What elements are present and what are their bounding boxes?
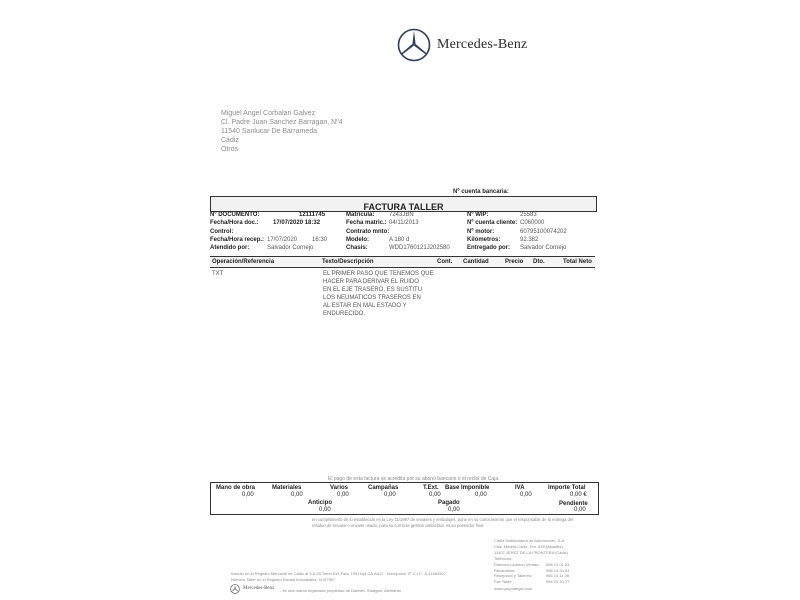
- model-label: Modelo:: [346, 237, 369, 243]
- mileage-value: 92.382: [520, 237, 539, 243]
- contact-label: Recepción y Talleres:: [494, 573, 532, 578]
- column-header: Operación/Referencia: [212, 259, 275, 265]
- legal-line: en cumplimiento de lo establecido en la Ley 11/1997 de envases y embalajes, pone en su conocimiento que el responsable de la entrega del: [312, 517, 574, 522]
- engine-number-value: 60795100074202: [520, 229, 567, 235]
- pending-value: 0,00: [574, 507, 586, 513]
- doc-number-label: Nº DOCUMENTO:: [210, 212, 260, 218]
- contact-label: Recambios:: [494, 567, 516, 573]
- addressee-line: Otros: [221, 146, 239, 153]
- total-amount-value: 0,00 €: [570, 492, 587, 498]
- registry-line: Inscrito en el Registro Mercantil de Cádiz al 3-6-93,Tomo 819,Folio 199,Hoja CA-6412 - Inscripción 1ª. C.I.F.: A-11682507.: [231, 571, 447, 576]
- delivered-by-label: Entregado por:: [467, 245, 510, 251]
- column-header: Cont.: [437, 259, 453, 265]
- description-line: EL PRIMER PASO QUE TENEMOS QUE: [323, 271, 434, 277]
- contact-label: Dirección-Admon-Ventas:: [494, 562, 540, 567]
- tax-base-value: 0,00: [475, 492, 487, 498]
- paid-value: 0,00: [448, 507, 460, 513]
- invoice-info-grid: [210, 211, 595, 253]
- doc-number-value: 12111745: [299, 212, 326, 218]
- company-info: [494, 538, 568, 562]
- doc-date-label: Fecha/Hora doc.:: [210, 220, 259, 226]
- addressee-line: 11540 Sanlucar De Barrameda: [221, 128, 317, 135]
- description-line: AL ESTAR EN MAL ESTADO Y: [323, 303, 407, 309]
- mileage-label: Kilómetros:: [467, 237, 501, 243]
- reception-time-value: 16:30: [312, 237, 328, 243]
- campaigns-label: Campañas: [368, 485, 399, 491]
- invoice-title: FACTURA TALLER: [363, 202, 444, 212]
- company-line: Cádiz Distribuidora de Automoción, S.A.: [494, 538, 566, 543]
- chassis-label: Chasis:: [346, 245, 368, 251]
- misc-label: Varios: [330, 485, 349, 491]
- description-line: HACER PARA DERIVAR EL RUIDO: [323, 279, 419, 285]
- addressee-block: [221, 109, 343, 154]
- reception-date-label: Fecha/Hora recep.:: [210, 237, 265, 243]
- doc-date-value: 17/07/2020 18:32: [273, 220, 321, 226]
- column-header: Texto/Descripción: [322, 259, 374, 265]
- column-header: Total Neto: [563, 259, 592, 265]
- description-line: ENDURECIDO.: [323, 311, 366, 317]
- footer-star-logo-icon: [230, 584, 240, 594]
- contact-value: 956 14 01 53: [546, 562, 570, 567]
- total-amount-label: Importe Total: [548, 485, 586, 491]
- wip-value: 25583: [520, 212, 537, 218]
- mercedes-star-logo-icon: [397, 28, 431, 62]
- materials-value: 0,00: [291, 492, 303, 498]
- paid-label: Pagado: [438, 500, 460, 506]
- contact-value: 956 20 33 77: [546, 578, 570, 584]
- reception-date-value: 17/07/2020: [267, 237, 298, 243]
- advance-label: Anticipo: [308, 500, 332, 506]
- advance-value: 0,00: [319, 507, 331, 513]
- addressee-line: Cl. Padre Juan Sanchez Barragan, Nº4: [221, 119, 343, 126]
- plate-label: Matrícula:: [346, 212, 375, 218]
- footer-trademark-text: - es una marca registrada propiedad de Daimler, Stuttgart, Alemania: [280, 588, 401, 593]
- website: www.grupoangel.com: [494, 586, 533, 591]
- wip-label: Nº WIP:: [467, 212, 489, 218]
- registration-date-label: Fecha matric.:: [346, 220, 387, 226]
- contact-value: 956 14 34 04: [546, 567, 570, 573]
- contact-row: [494, 578, 570, 585]
- tax-base-label: Base Imponible: [445, 485, 490, 491]
- company-line: 11407 JEREZ DE LA FRONTERA (Cádiz): [494, 550, 568, 555]
- plate-value: 7243JBN: [389, 212, 414, 218]
- contact-list: [494, 562, 570, 584]
- contact-label: Fax Taller:: [494, 578, 513, 584]
- invoice-title-bar: [210, 196, 597, 212]
- column-header: Precio: [505, 259, 524, 265]
- legal-line: residuo de envase o envase usado, para su correcta gestión ambiental, es su poseedor final: [312, 523, 484, 528]
- maintenance-contract-label: Contrato mnto:: [346, 229, 390, 235]
- delivered-by-value: Salvador Cornejo: [520, 245, 567, 251]
- labour-label: Mano de obra: [216, 485, 256, 491]
- registry-line: Número Taller en el Registro Estatal Industriales: 11/07967: [231, 577, 336, 582]
- brand-name: Mercedes-Benz: [437, 37, 528, 52]
- addressee-line: Miguel Angel Corbalan Galvez: [221, 110, 316, 117]
- company-line: Teléfonos:: [494, 556, 513, 561]
- registry-info: [231, 571, 447, 583]
- engine-number-label: Nº motor:: [467, 229, 495, 235]
- description-line: LOS NEUMATICOS TRASEROS EN: [323, 295, 421, 301]
- model-value: A 180 d: [389, 237, 410, 243]
- vat-value: 0,00: [520, 492, 532, 498]
- client-account-value: C060000: [520, 220, 545, 226]
- registration-date-value: 04/11/2013: [389, 220, 419, 226]
- contact-value: 956 14 11 06: [546, 573, 570, 578]
- client-account-label: Nº cuenta cliente:: [467, 220, 518, 226]
- campaigns-value: 0,00: [384, 492, 396, 498]
- attended-by-label: Atendido por:: [210, 245, 250, 251]
- column-header: Dto.: [533, 259, 545, 265]
- row-description: [323, 270, 434, 318]
- company-line: Ctra. Madrid-Cádiz, Km. 639 (Abadilla): [494, 544, 563, 549]
- attended-by-value: Salvador Cornejo: [267, 245, 314, 251]
- materials-label: Materiales: [272, 485, 302, 491]
- control-label: Control:: [210, 229, 234, 235]
- addressee-line: Cádiz: [221, 137, 239, 144]
- footer-brand: Mercedes-Benz: [243, 586, 275, 591]
- legal-note: [312, 517, 573, 529]
- t-ext-label: T.Ext.: [423, 485, 439, 491]
- labour-value: 0,00: [242, 492, 254, 498]
- pending-label: Pendiente: [559, 501, 588, 507]
- totals-box: [210, 482, 599, 515]
- bank-account-label: Nº cuenta bancaria:: [453, 189, 509, 195]
- vat-label: IVA: [515, 485, 525, 491]
- description-line: EN EL EJE TRASERO, ES SUSTITU: [323, 287, 423, 293]
- chassis-value: WDD1760121J202580: [389, 245, 450, 251]
- row-reference: TXT: [212, 271, 224, 277]
- column-header: Cantidad: [463, 259, 489, 265]
- t-ext-value: 0,00: [429, 492, 441, 498]
- payment-note: El pago de esta factura se acredita por su abono bancario o el recibí de Caja.: [328, 476, 500, 482]
- lines-table-header: [210, 256, 595, 268]
- misc-value: 0,00: [337, 492, 349, 498]
